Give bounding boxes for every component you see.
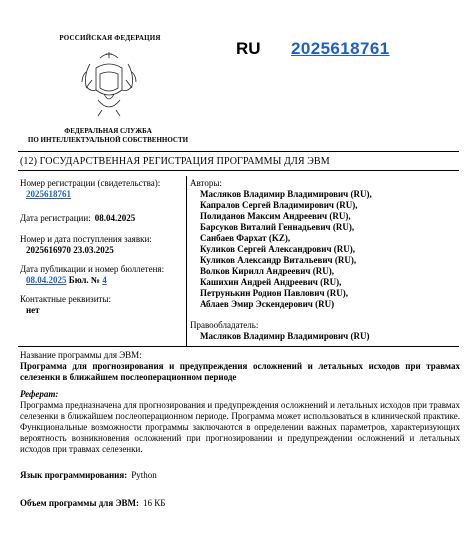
application-value: 2025616970 23.03.2025 xyxy=(26,245,114,255)
heading-divider xyxy=(18,170,459,171)
owner-label: Правообладатель: xyxy=(190,320,259,330)
abstract-text: Программа предназначена для прогнозирования и предупреждения осложнений и летальных исходов при травмах селезенки в ближайшем послеоперационном периоде. Программа может использоваться в клинической практике. Функциональные возможности программы заключаются в определении важных параметров, характеризующих вероятность возникновения осложнений при прогнозировании и предупреждении осложнений и летальных исходов при травмах селезенки. xyxy=(20,400,460,454)
reg-number-label: Номер регистрации (свидетельства): xyxy=(20,178,161,188)
agency-name xyxy=(18,127,198,145)
column-divider xyxy=(186,176,187,346)
application-label: Номер и дата поступления заявки: xyxy=(20,234,152,244)
bulletin-number-link[interactable]: 4 xyxy=(102,275,107,285)
language-value: Python xyxy=(131,470,157,480)
author-item: Санбаев Фархат (KZ), xyxy=(200,233,291,243)
bulletin-label: Бюл. № xyxy=(68,275,100,285)
author-item: Полиданов Максим Андреевич (RU), xyxy=(200,211,351,221)
reg-number-link[interactable]: 2025618761 xyxy=(26,189,71,199)
contact-label: Контактные реквизиты: xyxy=(20,294,111,304)
language-label: Язык программирования: xyxy=(20,470,128,480)
top-divider xyxy=(18,151,459,152)
author-item: Кашихин Андрей Андреевич (RU), xyxy=(200,277,342,287)
owner-value: Масляков Владимир Владимирович (RU) xyxy=(200,331,370,341)
country-name: РОССИЙСКАЯ ФЕДЕРАЦИЯ xyxy=(59,34,161,42)
program-details xyxy=(20,350,460,511)
program-name: Программа для прогнозирования и предупреждения осложнений и летальных исходов при травмах селезенки в ближайшем послеоперационном периоде xyxy=(20,361,460,382)
author-item: Куликов Сергей Александрович (RU), xyxy=(200,244,356,254)
abstract-label: Реферат: xyxy=(20,389,59,399)
author-item: Аблаев Эмир Эскендерович (RU) xyxy=(200,299,335,309)
program-name-label: Название программы для ЭВМ: xyxy=(20,350,142,360)
publication-label: Дата публикации и номер бюллетеня: xyxy=(20,264,165,274)
author-item: Масляков Владимир Владимирович (RU), xyxy=(200,189,372,199)
coat-of-arms-emblem xyxy=(78,50,140,120)
registration-details xyxy=(20,178,182,324)
agency-line-2: ПО ИНТЕЛЛЕКТУАЛЬНОЙ СОБСТВЕННОСТИ xyxy=(27,136,189,144)
document-heading: (12) ГОСУДАРСТВЕННАЯ РЕГИСТРАЦИЯ ПРОГРАММЫ ДЛЯ ЭВМ xyxy=(20,156,330,167)
author-item: Капралов Сергей Владимирович (RU), xyxy=(200,200,358,210)
size-value: 16 КБ xyxy=(143,498,166,508)
publication-date-link[interactable]: 08.04.2025 xyxy=(26,275,67,285)
contact-value: нет xyxy=(26,305,40,315)
author-item: Петрунькин Родион Павлович (RU), xyxy=(200,288,349,298)
author-item: Барсуков Виталий Геннадьевич (RU), xyxy=(200,222,355,232)
size-label: Объем программы для ЭВМ: xyxy=(20,498,140,508)
reg-date-label: Дата регистрации: xyxy=(20,213,91,223)
middle-divider xyxy=(18,346,459,347)
authors-label: Авторы: xyxy=(190,178,222,188)
author-item: Куликов Александр Витальевич (RU), xyxy=(200,255,357,265)
reg-date-value: 08.04.2025 xyxy=(94,213,136,223)
document-number-link[interactable]: 2025618761 xyxy=(291,39,390,58)
author-item: Волков Кирилл Андреевич (RU), xyxy=(200,266,334,276)
authors-and-owner xyxy=(190,178,460,342)
agency-line-1: ФЕДЕРАЛЬНАЯ СЛУЖБА xyxy=(64,127,152,135)
country-code: RU xyxy=(236,39,261,58)
